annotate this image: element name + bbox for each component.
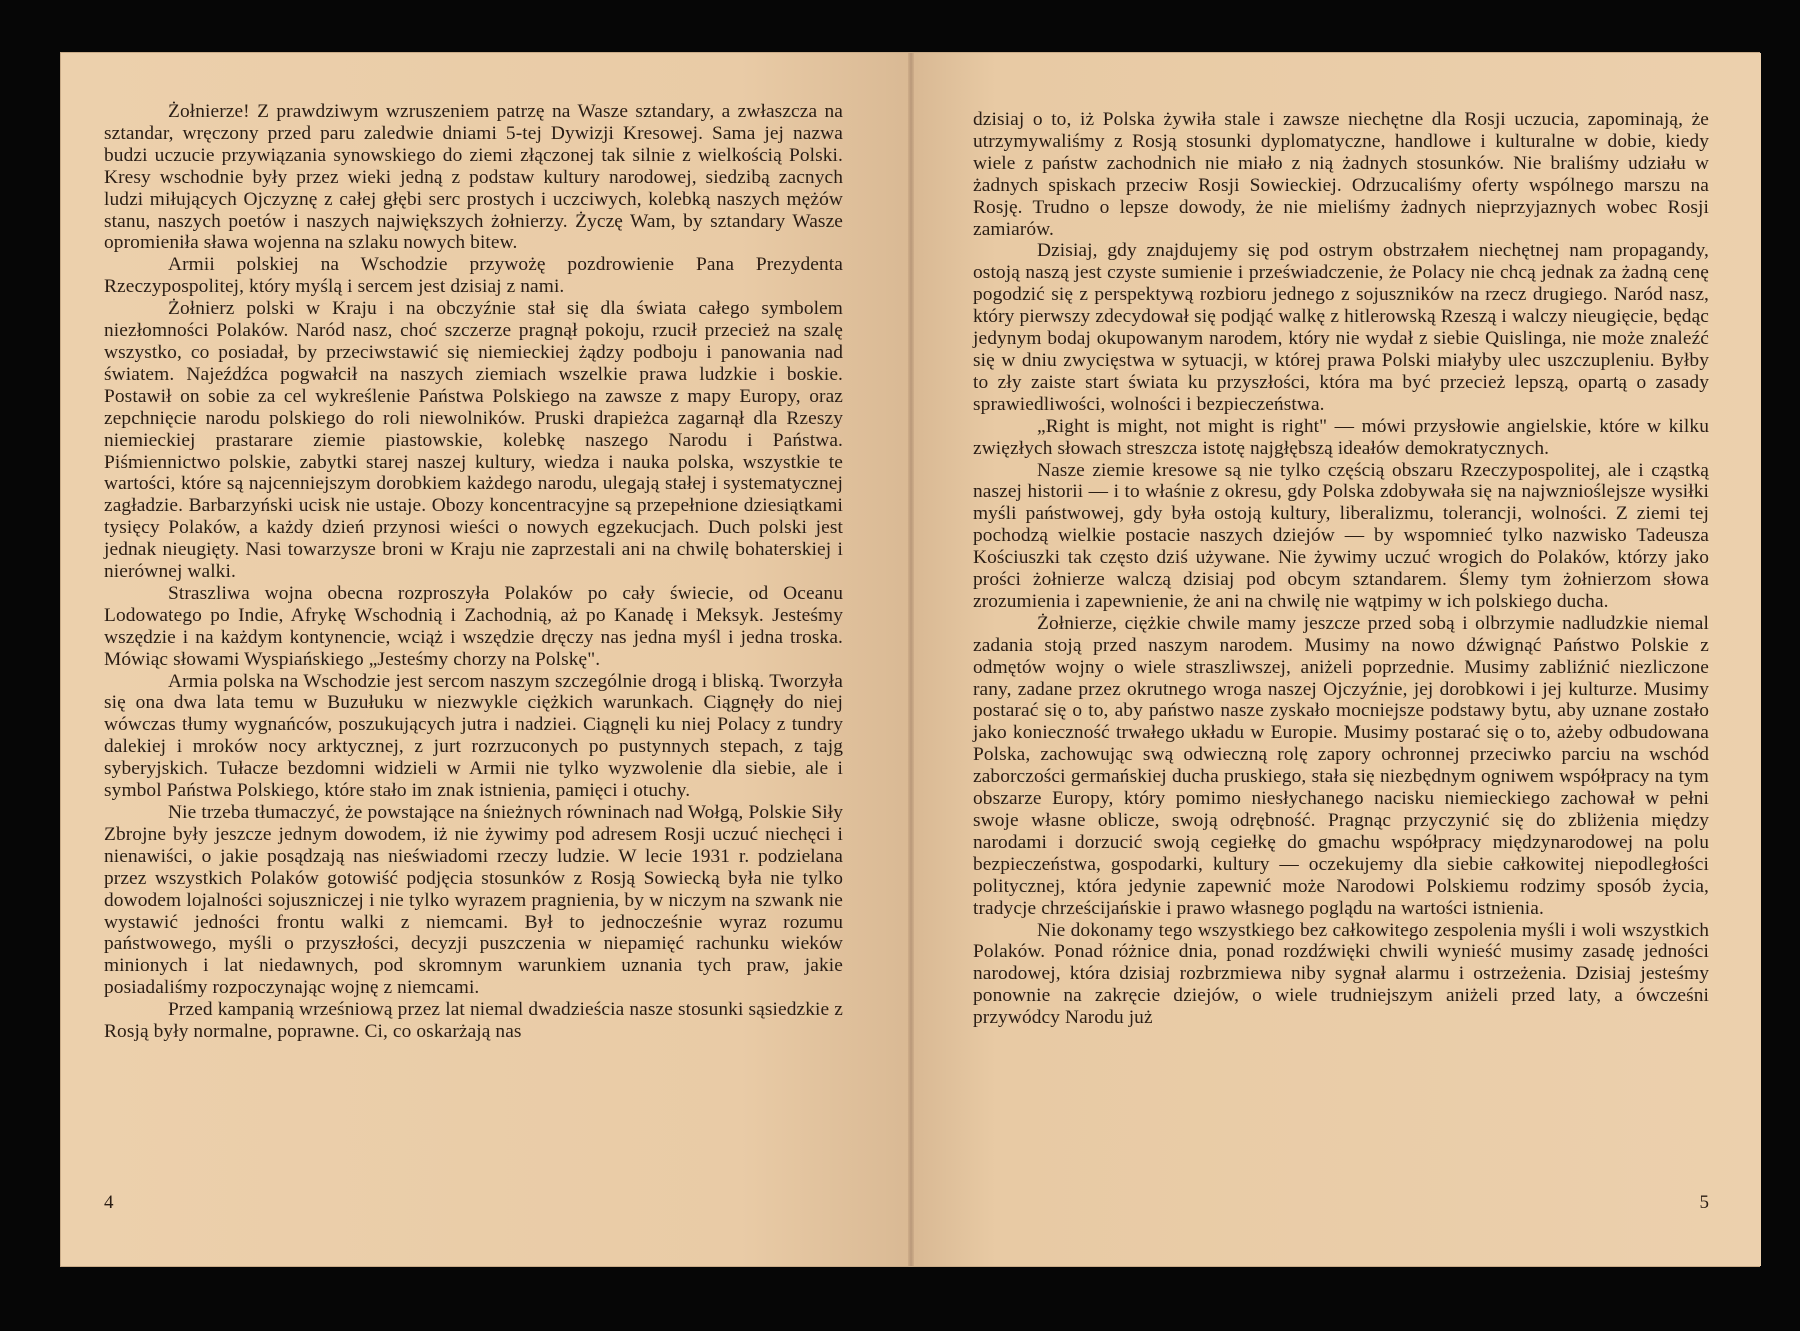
paragraph: „Right is might, not might is right" — mówi przysłowie angielskie, które w kilku zwięzłych słowach streszcza istotę najgłębszą ideałów demokratycznych. bbox=[973, 415, 1709, 459]
paragraph: Nie dokonamy tego wszystkiego bez całkowitego zespolenia myśli i woli wszystkich Polaków. Ponad różnice dnia, ponad rozdźwięki chwili wynieść musimy zasadę jedności narodowej, która dzisiaj rozbrzmiewa niby sygnał alarmu i ostrzeżenia. Dzisiaj jesteśmy ponownie na zakręcie dziejów, o wiele trudniejszym aniżeli przed laty, a ówcześni przywódcy Narodu już bbox=[973, 919, 1709, 1029]
paragraph: Dzisiaj, gdy znajdujemy się pod ostrym obstrzałem niechętnej nam propagandy, ostoją naszą jest czyste sumienie i przeświadczenie, że Polacy nie chcą jednak za żadną cenę pogodzić się z perspektywą rozbioru jednego z sojuszników na rzecz drugiego. Naród nasz, który pierwszy zdecydował się podjąć walkę z hitlerowską Rzeszą i walczy nieugięcie, będąc jedynym bodaj okupowanym narodem, który nie wydał z siebie Quislinga, nie może znaleźć się w dniu zwycięstwa w sytuacji, w której prawa Polski miałyby ulec uszczupleniu. Byłby to zły zaiste start świata ku przyszłości, która ma być przecież lepszą, opartą o zasady sprawiedliwości, wolności i bezpieczeństwa. bbox=[973, 240, 1709, 415]
paragraph: Armii polskiej na Wschodzie przywożę pozdrowienie Pana Prezydenta Rzeczypospolitej, który myślą i sercem jest dzisiaj z nami. bbox=[104, 254, 843, 298]
paragraph: Straszliwa wojna obecna rozproszyła Polaków po cały świecie, od Oceanu Lodowatego po Indie, Afrykę Wschodnią i Zachodnią, aż po Kanadę i Meksyk. Jesteśmy wszędzie i na każdym kontynencie, wciąż i wszędzie dręczy nas jedna myśl i jedna troska. Mówiąc słowami Wyspiańskiego „Jesteśmy chorzy na Polskę". bbox=[104, 582, 843, 670]
paragraph: Przed kampanią wrześniową przez lat niemal dwadzieścia nasze stosunki sąsiedzkie z Rosją były normalne, poprawne. Ci, co oskarżają nas bbox=[104, 999, 843, 1043]
paragraph: Żołnierze, ciężkie chwile mamy jeszcze przed sobą i olbrzymie nadludzkie niemal zadania stoją przed naszym narodem. Musimy na nowo dźwignąć Państwo Polskie z odmętów wojny o wiele straszliwszej, aniżeli poprzednie. Musimy zabliźnić niezliczone rany, zadane przez okrutnego wroga naszej Ojczyźnie, jej dorobkowi i jej kulturze. Musimy postarać się o to, aby państwo nasze zyskało mocniejsze podstawy bytu, aby uznane zostało jako konieczność trwałego układu w Europie. Musimy postarać się o to, ażeby odbudowana Polska, zachowując swą odwieczną rolę zapory ochronnej przeciwko parciu na wschód zaborczości germańskiej ducha pruskiego, stała się niezbędnym ogniwem współpracy na tym obszarze Europy, który pomimo niesłychanego nacisku niemieckiego zachował w pełni swoje własne oblicze, swoją odrębność. Pragnąc przyczynić się do zbliżenia między narodami i dorzucić swoją cegiełkę do gmachu współpracy międzynarodowej na polu bezpieczeństwa, gospodarki, kultury — oczekujemy dla siebie całkowitej niepodległości politycznej, która jedynie zapewnić może Narodowi Polskiemu rodzimy sposób życia, tradycje chrześcijańskie i prawo własnego poglądu na wartości istnienia. bbox=[973, 612, 1709, 919]
paragraph: Żołnierz polski w Kraju i na obczyźnie stał się dla świata całego symbolem niezłomności Polaków. Naród nasz, choć szczerze pragnął pokoju, rzucił przecież na szalę wszystko, co posiadał, by przeciwstawić się niemieckiej żądzy podboju i panowania nad światem. Najeźdźca pogwałcił na naszych ziemiach wszelkie prawa ludzkie i boskie. Postawił on sobie za cel wykreślenie Państwa Polskiego na zawsze z mapy Europy, oraz zepchnięcie narodu polskiego do roli niewolników. Pruski drapieżca zagarnął dla Rzeszy niemieckiej prastarare ziemie piastowskie, kolebkę naszego Narodu i Państwa. Piśmiennictwo polskie, zabytki starej naszej kultury, wiedza i nauka polska, wszystkie te wartości, które są najcenniejszym dorobkiem każdego narodu, ulegają stałej i systematycznej zagładzie. Barbarzyński ucisk nie ustaje. Obozy koncentracyjne są przepełnione dziesiątkami tysięcy Polaków, a każdy dzień przynosi wieści o nowych egzekucjach. Duch polski jest jednak nieugięty. Nasi towarzysze broni w Kraju nie zaprzestali ani na chwilę bohaterskiej i nierównej walki. bbox=[104, 298, 843, 583]
page-number-left: 4 bbox=[104, 1192, 114, 1213]
paragraph: dzisiaj o to, iż Polska żywiła stale i zawsze niechętne dla Rosji uczucia, zapominają, że utrzymywaliśmy z Rosją stosunki dyplomatyczne, handlowe i kulturalne w dobie, kiedy wiele z państw zachodnich nie miało z nią żadnych stosunków. Nie braliśmy udziału w żadnych spiskach przeciw Rosji Sowieckiej. Odrzucaliśmy oferty wspólnego marszu na Rosję. Trudno o lepsze dowody, że nie mieliśmy żadnych nieprzyjaznych wobec Rosji zamiarów. bbox=[973, 109, 1709, 240]
right-page bbox=[911, 53, 1761, 1266]
book-gutter bbox=[908, 53, 914, 1266]
paragraph: Nie trzeba tłumaczyć, że powstające na śnieżnych równinach nad Wołgą, Polskie Siły Zbrojne były jeszcze jednym dowodem, iż nie żywimy pod adresem Rosji uczuć niechęci i nienawiści, o jakie posądzają nas nieświadomi rzeczy ludzie. W lecie 1931 r. podzielana przez wszystkich Polaków gotowiść podjęcia stosunków z Rosją Sowiecką była nie tylko dowodem lojalności sojuszniczej i nie tylko wyrazem pragnienia, by w niczym na szwank nie wystawić jedności frontu walki z niemcami. Był to jednocześnie wyraz rozumu państwowego, myśli o przyszłości, decyzji puszczenia w niepamięć rachunku wieków minionych i lat niedawnych, pod skromnym warunkiem uznania tych praw, jakie posiadaliśmy rozpoczynając wojnę z niemcami. bbox=[104, 802, 843, 999]
paragraph: Żołnierze! Z prawdziwym wzruszeniem patrzę na Wasze sztandary, a zwłaszcza na sztandar, wręczony przed paru zaledwie dniami 5-tej Dywizji Kresowej. Sama jej nazwa budzi uczucie przywiązania synowskiego do ziemi złączonej tak silnie z wielkością Polski. Kresy wschodnie były przez wieki jedną z podstaw kultury narodowej, siedzibą zacnych ludzi miłujących Ojczyznę z całej głębi serc prostych i uczciwych, kolebką naszych mężów stanu, naszych poetów i naszych największych żołnierzy. Życzę Wam, by sztandary Wasze opromieniła sława wojenna na szlaku nowych bitew. bbox=[104, 101, 843, 254]
left-page bbox=[61, 53, 911, 1266]
paragraph: Armia polska na Wschodzie jest sercom naszym szczególnie drogą i bliską. Tworzyła się ona dwa lata temu w Buzułuku w niezwykle ciężkich warunkach. Ciągnęły do niej wówczas tłumy wygnańców, poszukujących jutra i nadziei. Ciągnęli ku niej Polacy z tundry dalekiej i mroków nocy arktycznej, z jurt rozrzuconych po pustynnych stepach, z tajg syberyjskich. Tułacze bezdomni widzieli w Armii nie tylko wyzwolenie dla siebie, ale i symbol Państwa Polskiego, które stało im znak istnienia, pamięci i otuchy. bbox=[104, 670, 843, 802]
page-number-right: 5 bbox=[1699, 1192, 1709, 1213]
booklet-spread bbox=[60, 52, 1760, 1267]
paragraph: Nasze ziemie kresowe są nie tylko częścią obszaru Rzeczypospolitej, ale i cząstką naszej historii — i to właśnie z okresu, gdy Polska zdobywała się na najwznioślejsze wysiłki myśli państwowej, gdy była ostoją kultury, liberalizmu, tolerancji, wolności. Z ziemi tej pochodzą wielkie postacie naszych dziejów — by wspomnieć tylko nazwisko Tadeusza Kościuszki tak często dziś używane. Nie żywimy uczuć wrogich do Polaków, którzy jako prości żołnierze walczą dzisiaj pod obcym sztandarem. Ślemy tym żołnierzom słowa zrozumienia i zapewnienie, że ani na chwilę nie wątpimy w ich polskiego ducha. bbox=[973, 459, 1709, 612]
